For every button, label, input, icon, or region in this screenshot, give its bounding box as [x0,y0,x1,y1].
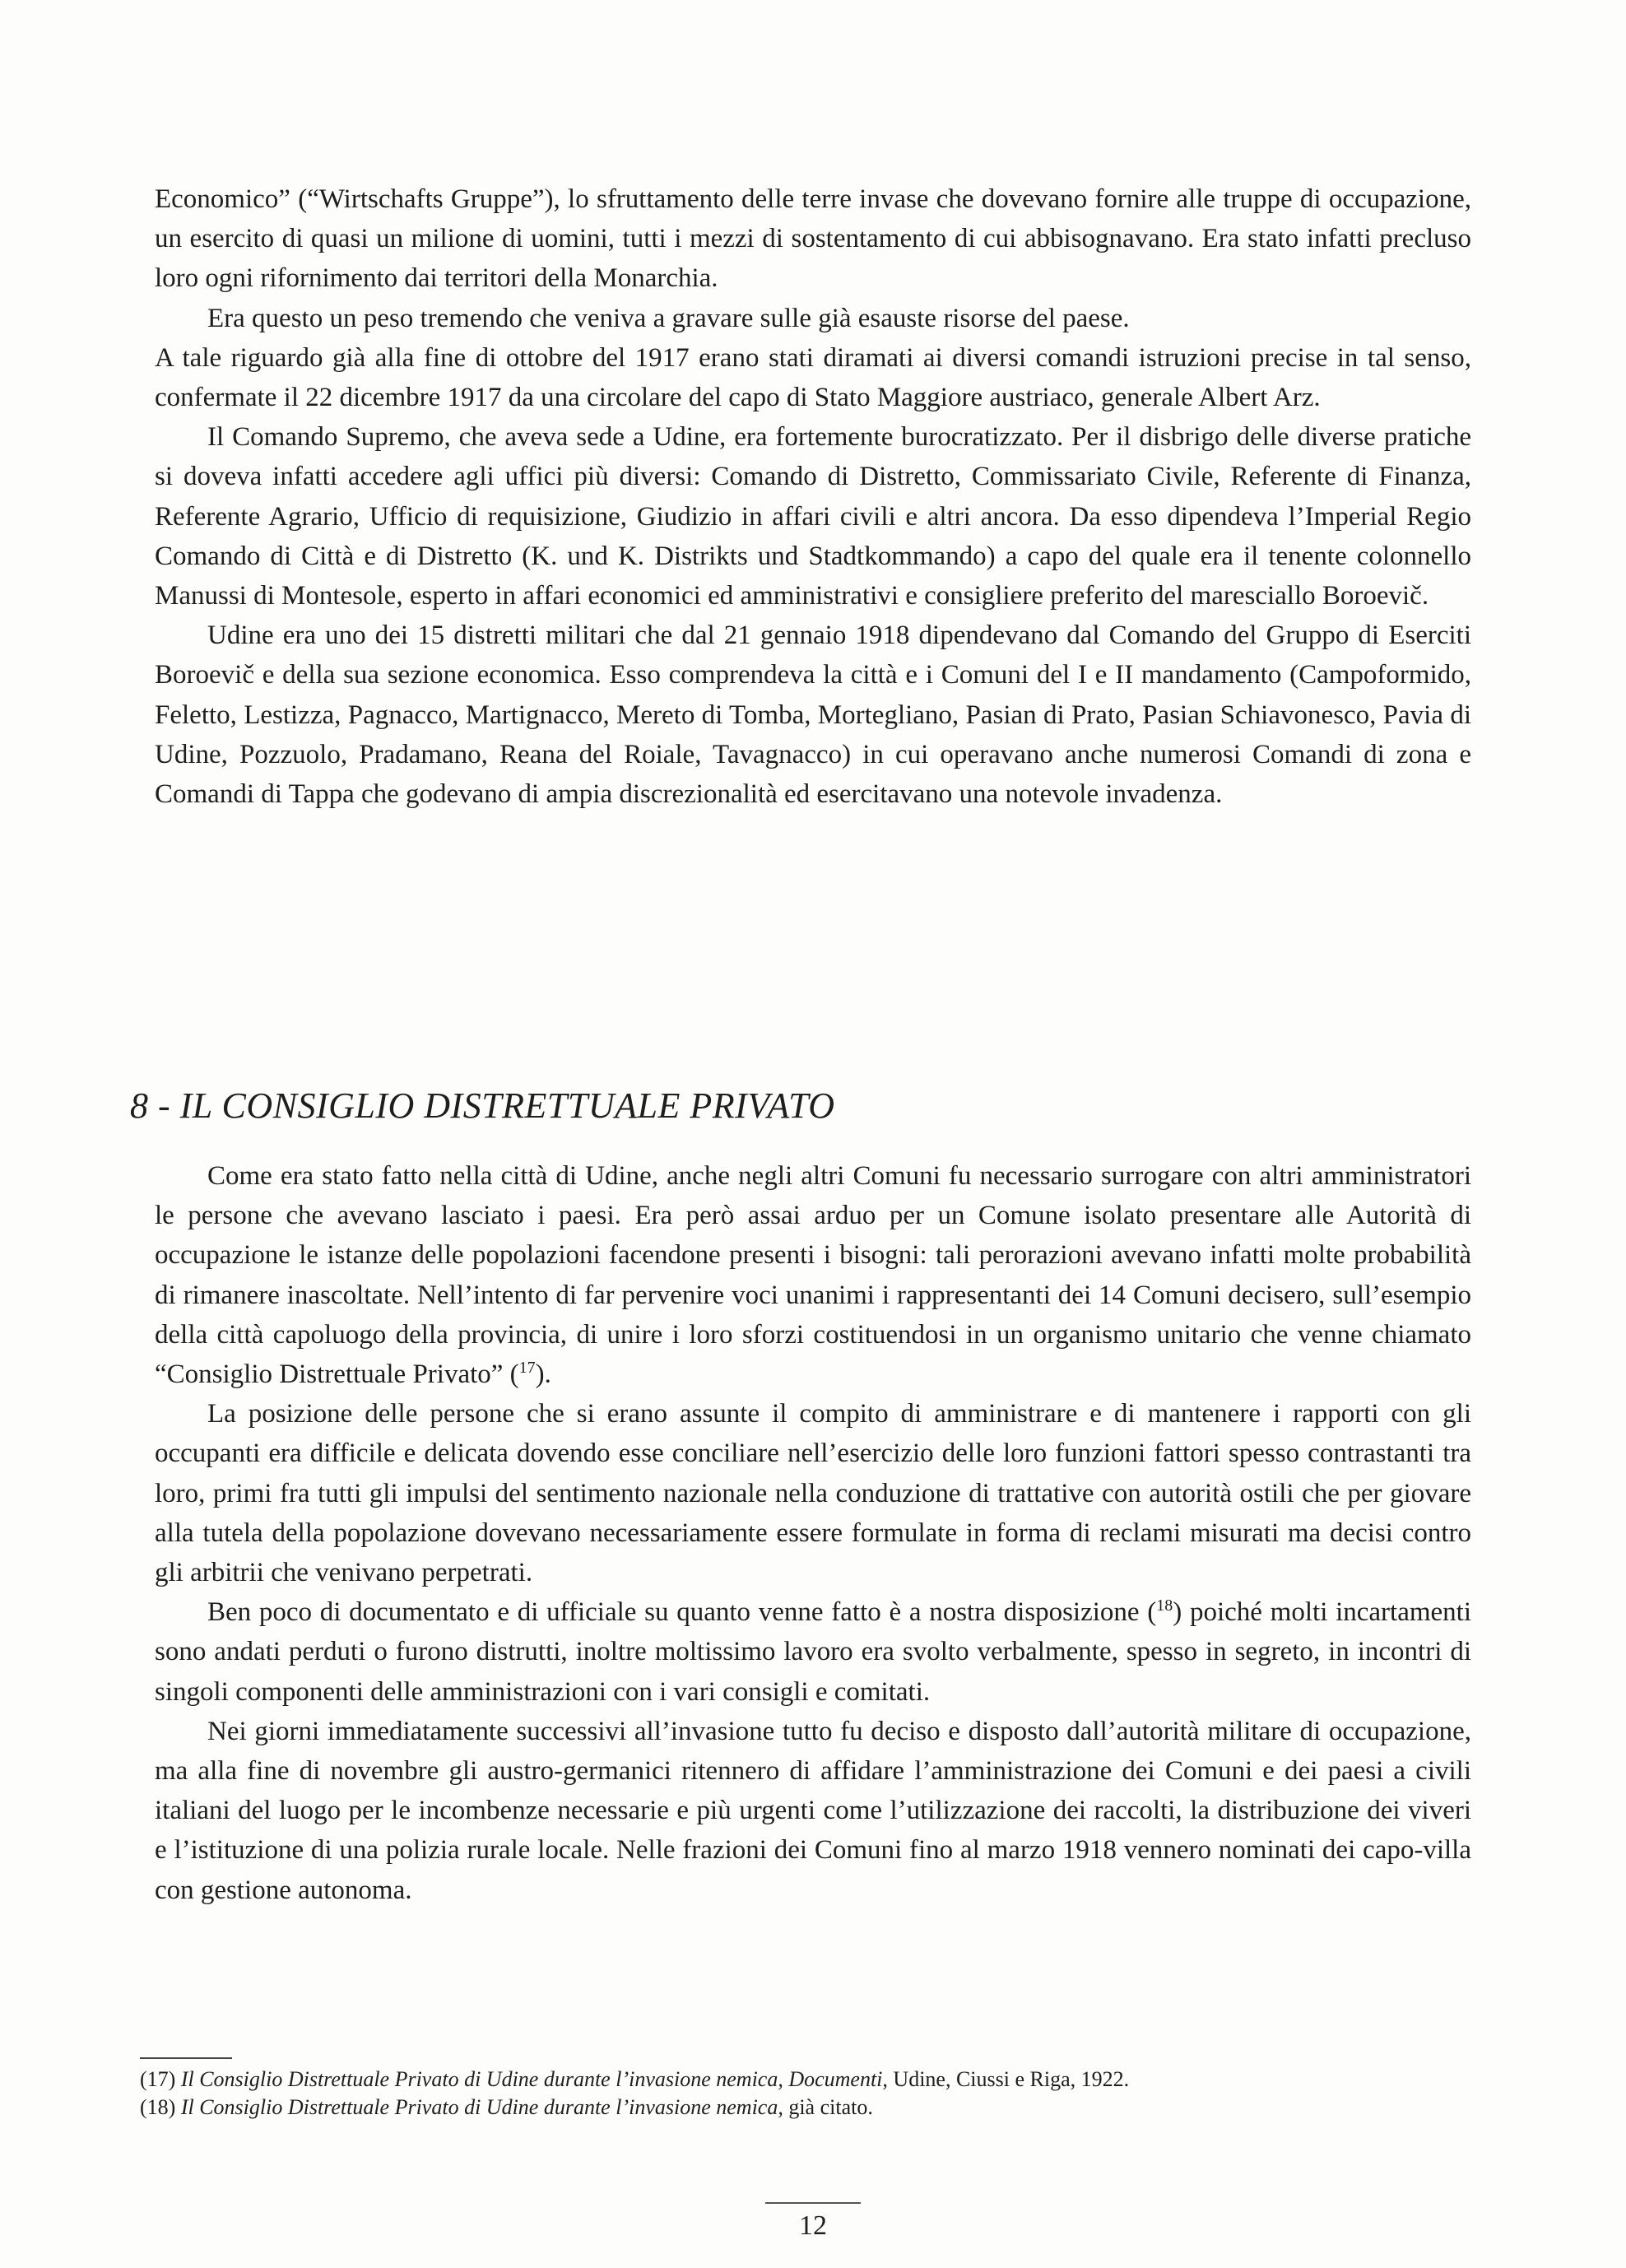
footnote-17 [140,2066,1489,2094]
note-ref-17: 17 [518,1359,536,1378]
footnote-number: (18) [140,2095,176,2119]
paragraph [155,1592,1471,1712]
paragraph: A tale riguardo già alla fine di ottobre del 1917 erano stati diramati ai diversi comandi istruzioni precise in tal senso, confermate il 22 dicembre 1917 da una circolare del capo di Stato Maggiore austriaco, generale Albert Arz. [155,342,1471,413]
note-ref-18: 18 [1156,1596,1173,1615]
footnote-number: (17) [140,2067,176,2091]
body-text [155,179,1471,814]
page-number: 12 [799,2210,827,2241]
footnote-rest: Udine, Ciussi e Riga, 1922. [887,2067,1130,2091]
section-text [155,1156,1471,1910]
footnote-title: Il Consiglio Distrettuale Privato di Udine durante l’invasione nemica, [180,2095,783,2119]
paragraph: Il Comando Supremo, che aveva sede a Udine, era fortemente burocratizzato. Per il disbrigo delle diverse pratiche si doveva infatti accedere agli uffici più diversi: Comando di Distretto, Commissariato Civile, Referente di Finanza, Referente Agrario, Ufficio di requisizione, Giudizio in affari civili e altri ancora. Da esso dipendeva l’Imperial Regio Comando di Città e di Distretto (K. und K. Distrikts und Stadtkommando) a capo del quale era il tenente colonnello Manussi di Montesole, esperto in affari economici ed amministrativi e consigliere preferito del maresciallo Boroevič. [155,422,1471,611]
paragraph-text: Ben poco di documentato e di ufficiale su quanto venne fatto è a nostra disposizione ( [207,1597,1157,1628]
paragraph: La posizione delle persone che si erano assunte il compito di amministrare e di mantenere i rapporti con gli occupanti era difficile e delicata dovendo esse conciliare nell’esercizio delle loro funzioni fattori spesso contrastanti tra loro, primi fra tutti gli impulsi del sentimento nazionale nella conduzione di trattative con autorità ostili che per giovare alla tutela della popolazione dovevano necessariamente essere formulate in forma di reclami misurati ma decisi contro gli arbitrii che venivano perpetrati. [155,1399,1471,1588]
footnote-title: Il Consiglio Distrettuale Privato di Udine durante l’invasione nemica, Documenti, [180,2067,888,2091]
paragraph: Udine era uno dei 15 distretti militari che dal 21 gennaio 1918 dipendevano dal Comando del Gruppo di Eserciti Boroevič e della sua sezione economica. Esso comprendeva la città e i Comuni del I e II mandamento (Campoformido, Feletto, Lestizza, Pagnacco, Martignacco, Mereto di Tomba, Mortegliano, Pasian di Prato, Pasian Schiavonesco, Pavia di Udine, Pozzuolo, Pradamano, Reana del Roiale, Tavagnacco) in cui operavano anche numerosi Comandi di zona e Comandi di Tappa che godevano di ampia discrezionalità ed esercitavano una notevole invadenza. [155,620,1471,810]
footnote-rest: già citato. [783,2095,873,2119]
paragraph: Nei giorni immediatamente successivi all’invasione tutto fu deciso e disposto dall’autorità militare di occupazione, ma alla fine di novembre gli austro-germanici ritennero di affidare l’amministrazione dei Comuni e dei paesi a civili italiani del luogo per le incombenze necessarie e più urgenti come l’utilizzazione dei raccolti, la distribuzione dei viveri e l’istituzione di una polizia rurale locale. Nelle frazioni dei Comuni fino al marzo 1918 vennero nominati dei capo-villa con gestione autonoma. [155,1716,1471,1905]
page-number-rule [765,2202,861,2204]
footnotes [140,2066,1489,2122]
paragraph: Era questo un peso tremendo che veniva a gravare sulle già esauste risorse del paese. [207,303,1130,333]
paragraph: Economico” (“Wirtschafts Gruppe”), lo sfruttamento delle terre invase che dovevano fornire alle truppe di occupazione, un esercito di quasi un milione di uomini, tutti i mezzi di sostentamento di cui abbisognavano. Era stato infatti precluso loro ogni rifornimento dai territori della Monarchia. [155,184,1471,294]
paragraph-text: ) poiché molti incartamenti sono andati perduti o furono distrutti, inoltre moltissimo lavoro era svolto verbalmente, spesso in segreto, in incontri di singoli componenti delle amministrazioni con i vari consigli e comitati. [155,1597,1472,1707]
section-heading: 8 - IL CONSIGLIO DISTRETTUALE PRIVATO [130,1085,835,1126]
ref-close: ). [535,1359,551,1390]
footnote-divider [140,2057,232,2059]
footnote-18 [140,2094,1489,2122]
paragraph-text: Come era stato fatto nella città di Udine, anche negli altri Comuni fu necessario surrogare con altri amministratori le persone che avevano lasciato i paesi. Era però assai arduo per un Comune isolato presentare alle Autorità di occupazione le istanze delle popolazioni facendone presenti i bisogni: tali perorazioni avevano infatti molte probabilità di rimanere inascoltate. Nell’intento di far pervenire voci unanimi i rappresentanti dei 14 Comuni decisero, sull’esempio della città capoluogo della provincia, di unire i loro sforzi costituendosi in un organismo unitario che venne chiamato “Consiglio Distrettuale Privato” ( [155,1161,1471,1390]
paragraph [155,1156,1471,1394]
